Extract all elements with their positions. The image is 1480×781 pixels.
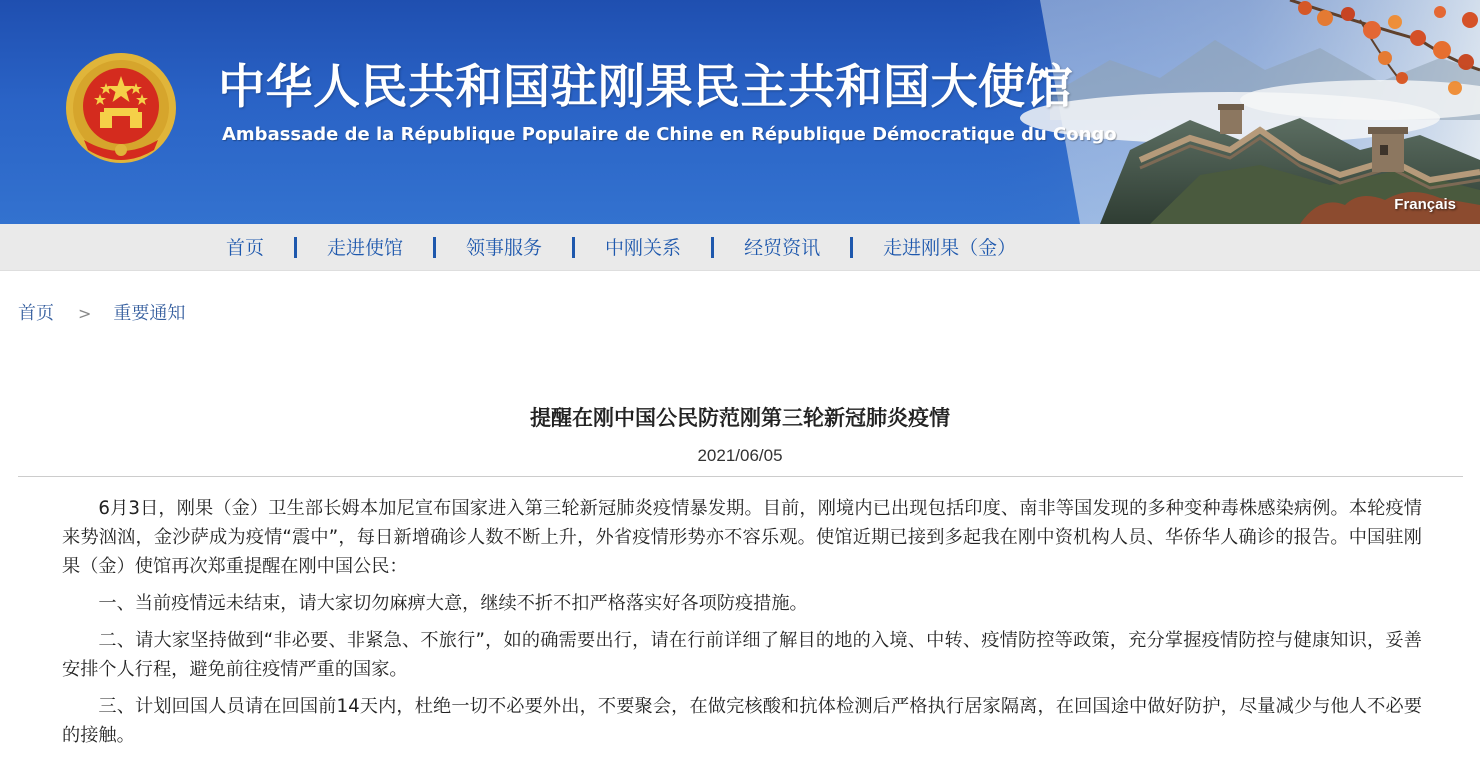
- article-paragraph: 三、计划回国人员请在回国前14天内，杜绝一切不必要外出，不要聚会，在做完核酸和抗体检测后严格执行居家隔离，在回国途中做好防护，尽量减少与他人不必要的接触。: [62, 696, 1422, 746]
- article-paragraph: 一、当前疫情远未结束，请大家切勿麻痹大意，继续不折不扣严格落实好各项防疫措施。: [98, 593, 808, 614]
- breadcrumb-home-link[interactable]: 首页: [18, 303, 54, 324]
- article-date: 2021/06/05: [697, 446, 783, 465]
- nav-item-home[interactable]: 首页: [226, 236, 265, 259]
- national-emblem-icon: [62, 50, 180, 170]
- nav-item-about-embassy[interactable]: 走进使馆: [327, 236, 404, 259]
- site-title-french: Ambassade de la République Populaire de Chine en République Démocratique du Congo: [222, 124, 1117, 145]
- article-body: [62, 494, 1422, 758]
- nav-item-about-drc[interactable]: 走进刚果（金）: [883, 236, 1017, 259]
- main-nav: [0, 224, 1480, 271]
- article-paragraph: 二、请大家坚持做到“非必要、非紧急、不旅行”，如的确需要出行，请在行前详细了解目的地的入境、中转、疫情防控等政策，充分掌握疫情防控与健康知识，妥善安排个人行程，避免前往疫情严重的国家。: [62, 630, 1422, 680]
- chevron-right-icon: >: [78, 304, 92, 323]
- breadcrumb: [18, 302, 185, 326]
- breadcrumb-current-link[interactable]: 重要通知: [113, 303, 186, 324]
- nav-list: [196, 224, 1046, 271]
- site-title-chinese: 中华人民共和国驻刚果民主共和国大使馆: [218, 60, 1073, 115]
- language-switch-link[interactable]: Français: [1394, 196, 1456, 213]
- title-divider: [18, 476, 1463, 477]
- nav-item-economy-trade[interactable]: 经贸资讯: [744, 236, 821, 259]
- header-banner: [0, 0, 1480, 224]
- nav-item-consular-services[interactable]: 领事服务: [466, 236, 543, 259]
- article-paragraph: 6月3日，刚果（金）卫生部长姆本加尼宣布国家进入第三轮新冠肺炎疫情暴发期。目前，刚境内已出现包括印度、南非等国发现的多种变种毒株感染病例。本轮疫情来势汹汹，金沙萨成为疫情“震中”，每日新增确诊人数不断上升，外省疫情形势亦不容乐观。使馆近期已接到多起我在刚中资机构人员、华侨华人确诊的报告。中国驻刚果（金）使馆再次郑重提醒在刚中国公民：: [62, 498, 1422, 577]
- nav-item-bilateral-relations[interactable]: 中刚关系: [605, 236, 682, 259]
- article-title: 提醒在刚中国公民防范刚第三轮新冠肺炎疫情: [530, 405, 950, 430]
